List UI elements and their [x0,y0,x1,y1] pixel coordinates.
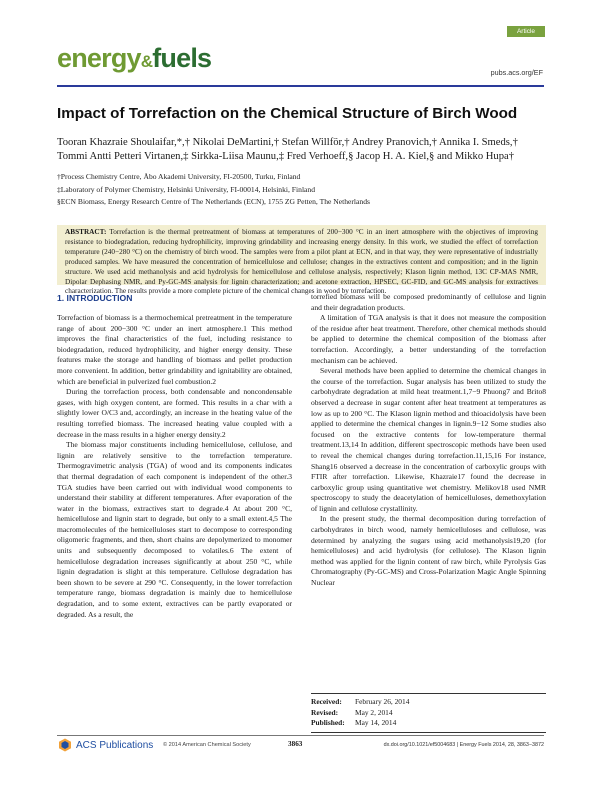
acs-publications-logo[interactable] [58,738,153,752]
journal-name-part2: fuels [152,43,212,73]
body-paragraph: In the present study, the thermal decomposition during torrefaction of carbohydrates in birch wood, namely hemicelluloses and cellulose, was determined by analyzing the sugars using acid methanolysis19,20 (for hemicelluloses) and acid hydrolysis (for cellulose). The Klason lignin method was applied for the lignin content of raw birch, while Pyrolysis Gas Chromatography (Py-GC-MS) and Cross-Polarization Magic Angle Spinning Nuclear [311,514,546,588]
affiliations [57,171,547,209]
affiliation-item: §ECN Biomass, Energy Research Centre of The Netherlands (ECN), 1755 ZG Petten, The Netherlands [57,197,370,206]
history-row [311,718,546,729]
abstract-box [57,225,546,296]
header-divider [57,85,544,87]
journal-name-part1: energy [57,43,141,73]
paper-title: Impact of Torrefaction on the Chemical Structure of Birch Wood [57,105,518,122]
history-row [311,697,546,708]
footer-divider [57,735,544,736]
journal-url-link[interactable]: pubs.acs.org/EF [490,68,543,77]
publication-history [311,693,546,733]
section-heading: 1. INTRODUCTION [57,293,133,303]
body-paragraph: Several methods have been applied to determine the chemical changes in the course of the torrefaction. Sugar analysis has been utilized to study the carbohydrate degradation at mild heat treatment.1,7−9 Phuong7 and Brito8 observed a decrease in sugar content after heat treatment at temperatures as low as up to 200 °C. The Klason lignin method and thioacidolysis have been applied to determine the chemical changes in lignin.9−12 Some studies also focused on the extractive contents for low-temperature thermal treatment.13,14 In addition, different spectroscopic methods have been used to reveal the chemical changes during torrefaction.11,15,16 For instance, Shang16 observed a decrease in the concentration of carboxylic groups with FTIR after torrefaction. Likewise, Khazraie17 found the decrease in carboxylic group using quantitative wet chemistry. Melikov18 used NMR spectroscopy to study the deacetylation of hemicelluloses, demethoxylation of lignin and cellulose crystallinity. [311,366,546,513]
history-label: Published: [311,718,345,727]
journal-ampersand: & [140,52,153,71]
right-column [311,292,546,589]
body-paragraph: The biomass major constituents including hemicellulose, cellulose, and lignin are relatively sensitive to the torrefaction temperature. Thermogravimetric analysis (TGA) of wood and its components indicates that thermal degradation of each component is independent of the other.3 TGA studies have been carried out with individual wood components to understand their stability at different temperatures. After evaporation of the water in the biomass, extractives start to degrade.4 At about 200 °C, hemicellulose and lignin start to degrade, but only to a small extent.4,5 The macromolecules of the hemicelluloses start to decompose to corresponding oligomeric fragments, and then, short chains are depolymerized to monomer units and subsequently decomposed to volatiles.6 The extent of hemicellulose degradation increases significantly at about 250 °C, while lignin degradation is slight at this temperature. Cellulose degradation has been shown to be severe at 290 °C. Consequently, in the lower torrefaction temperature range, biomass degradation is mainly due to hemicellulose degradation, and to some extent, extractives can be partly evaporated or degraded. As a result, the [57,440,292,619]
copyright-notice: © 2014 American Chemical Society [163,742,251,748]
body-paragraph: torrefied biomass will be composed predominantly of cellulose and lignin and their degradation products. [311,292,546,312]
authors-line: Tooran Khazraie Shoulaifar,*,† Nikolai DeMartini,† Stefan Willför,† Andrey Pranovich,† Annika I. Smeds,† [57,137,518,148]
journal-logo[interactable] [57,41,211,79]
acs-hexagon-icon [58,738,72,752]
article-type-badge: Article [507,26,545,37]
doi-citation[interactable]: dx.doi.org/10.1021/ef5004683 | Energy Fuels 2014, 28, 3863−3872 [383,742,544,748]
history-label: Received: [311,697,342,706]
abstract-label: ABSTRACT: [65,228,107,236]
page-number: 3863 [288,740,303,748]
body-paragraph: Torrefaction of biomass is a thermochemical pretreatment in the temperature range of about 200−300 °C under an inert atmosphere.1 This method improves the final characteristics of the fuel, including resistance to biodegradation, reduced hydrophilicity, and higher energy density. These features make the storage and handling of biomass and pellet production more convenient. In addition, better grindability and ignitability are obtained, which are beneficial in pulverized fuel combustion.2 [57,313,292,386]
left-column [57,292,292,620]
body-paragraph: During the torrefaction process, both condensable and noncondensable gases, with high oxygen content, are formed. This results in a char with a slightly lower O/C3 and, accordingly, an increase in the heating value of the resulting torrefied biomass. The increased heating value coupled with a decrease in the mass results in a higher energy density.2 [57,387,292,439]
body-paragraph: A limitation of TGA analysis is that it does not measure the composition of the residue after heat treatment. Therefore, other chemical methods should be applied to determine the chemical composition of the biomass after torrefaction. Accordingly, a better understanding of the torrefaction mechanism can be achieved. [311,313,546,365]
publisher-name: ACS Publications [76,739,154,751]
affiliation-item: †Process Chemistry Centre, Åbo Akademi University, FI-20500, Turku, Finland [57,172,301,181]
history-row [311,708,546,719]
authors-line: Tommi Antti Petteri Virtanen,‡ Sirkka-Liisa Maunu,‡ Fred Verhoeff,§ Jacop H. A. Kiel,§ and Mikko Hupa† [57,151,515,162]
history-label: Revised: [311,707,339,717]
history-date: May 2, 2014 [355,707,393,717]
affiliation-item: ‡Laboratory of Polymer Chemistry, Helsinki University, FI-00014, Helsinki, Finland [57,184,316,194]
history-date: February 26, 2014 [355,697,410,706]
author-list [57,136,547,164]
abstract-text: Torrefaction is the thermal pretreatment of biomass at temperatures of 200−300 °C in an inert atmosphere with the objectives of improving resistance to biodegradation, reducing hydrophilicity, improving grindability and increasing energy density. In this work, we studied the effect of torrefaction temperature (240−280 °C) on the chemistry of birch wood. The samples were from a pilot plant at ECN, and in that way, they were representative of industrially produced samples. We have measured the concentration of hemicellulose and cellulose; changes in the extractives content and composition; and in the lignin structure. We used acid methanolysis and acid hydrolysis for hemicellulose and cellulose analysis, respectively; Klason lignin method, 13C CP-MAS NMR, Dipolar Dephasing NMR, and Py-GC-MS analysis for lignin characterization; and acetone extraction, HPSEC, GC-FID, and GC-MS analysis for extractives characterization. The results provide a more complete picture of the chemical changes in wood by torrefaction. [65,228,538,296]
history-date: May 14, 2014 [355,718,397,727]
